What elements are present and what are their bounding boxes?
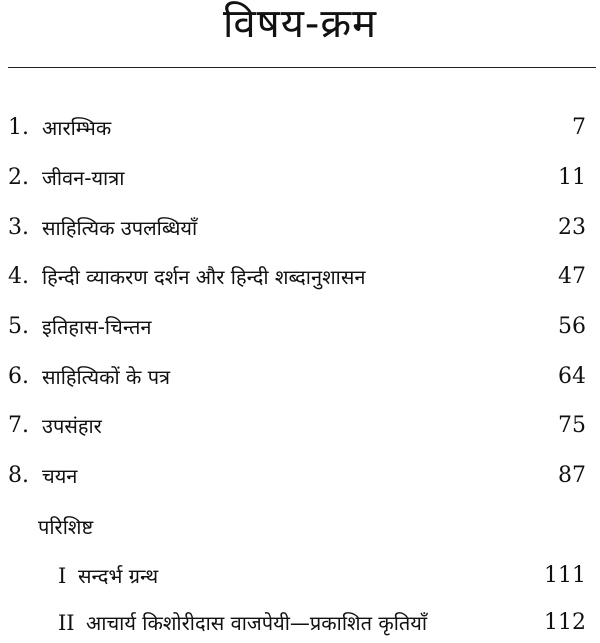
- entry-page-number: 47: [558, 264, 586, 289]
- entry-number: 3.: [8, 215, 29, 240]
- toc-entry-1[interactable]: [0, 108, 600, 148]
- toc-entry-3[interactable]: [0, 208, 600, 248]
- entry-label: साहित्यिकों के पत्र: [42, 365, 171, 389]
- entry-number: 8.: [8, 463, 29, 488]
- appendix-roman-numeral: I: [58, 564, 67, 588]
- toc-entry-8[interactable]: [0, 456, 600, 496]
- entry-label: जीवन-यात्रा: [42, 166, 125, 190]
- entry-label: आरम्भिक: [42, 116, 112, 140]
- entry-label: हिन्दी व्याकरण दर्शन और हिन्दी शब्दानुशासन: [42, 265, 366, 289]
- entry-label: उपसंहार: [42, 414, 102, 438]
- toc-entry-6[interactable]: [0, 357, 600, 397]
- toc-entry-4[interactable]: [0, 257, 600, 297]
- entry-page-number: 87: [558, 463, 586, 488]
- entry-page-number: 7: [572, 115, 586, 140]
- entry-label: चयन: [42, 464, 78, 488]
- appendix-entry-page-number: 112: [544, 610, 586, 635]
- page-title: विषय-क्रम: [223, 1, 377, 47]
- entry-number: 7.: [8, 413, 29, 438]
- toc-entry-5[interactable]: [0, 307, 600, 347]
- appendix-entry-1[interactable]: [0, 556, 600, 596]
- toc-entry-2[interactable]: [0, 158, 600, 198]
- appendix-heading: परिशिष्ट: [38, 515, 94, 539]
- entry-page-number: 75: [558, 413, 586, 438]
- entry-number: 1.: [8, 115, 29, 140]
- entry-number: 4.: [8, 264, 29, 289]
- toc-entry-7[interactable]: [0, 406, 600, 446]
- entry-label: साहित्यिक उपलब्धियाँ: [42, 216, 198, 240]
- appendix-entry-page-number: 111: [544, 563, 586, 588]
- title-divider: [8, 67, 596, 68]
- appendix-roman-numeral: II: [58, 611, 75, 635]
- appendix-entry-label: सन्दर्भ ग्रन्थ: [78, 564, 159, 588]
- entry-label: इतिहास-चिन्तन: [42, 315, 152, 339]
- entry-page-number: 64: [558, 364, 586, 389]
- entry-page-number: 11: [558, 165, 586, 190]
- entry-page-number: 56: [558, 314, 586, 339]
- entry-page-number: 23: [558, 215, 586, 240]
- entry-number: 5.: [8, 314, 29, 339]
- entry-number: 6.: [8, 364, 29, 389]
- appendix-entry-2[interactable]: [0, 603, 600, 643]
- entry-number: 2.: [8, 165, 29, 190]
- appendix-entry-label: आचार्य किशोरीदास वाजपेयी—प्रकाशित कृतियाँ: [86, 611, 428, 635]
